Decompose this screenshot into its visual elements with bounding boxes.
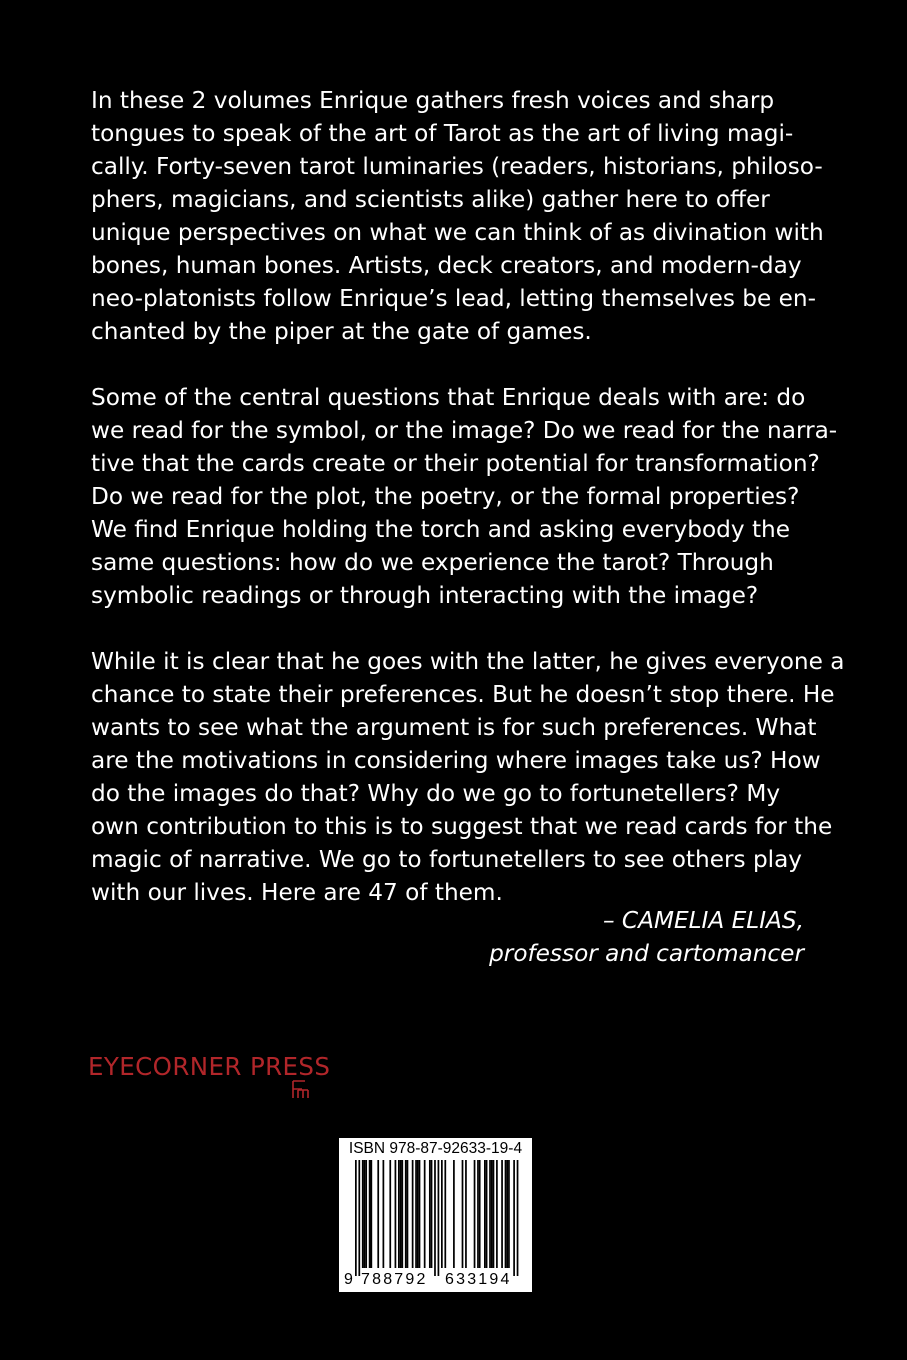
barcode-digits	[339, 1270, 532, 1290]
blurb-line: magic of narrative. We go to fortunetellers to see others play	[91, 846, 803, 873]
blurb-line: own contribution to this is to suggest that we read cards for the	[91, 813, 833, 840]
barcode-bar	[506, 1160, 508, 1268]
barcode-bar	[417, 1160, 419, 1268]
blurb-line: symbolic readings or through interacting with the image?	[91, 582, 759, 609]
barcode-bar	[362, 1160, 364, 1268]
blurb-line: In these 2 volumes Enrique gathers fresh voices and sharp	[91, 87, 775, 114]
barcode-bar	[405, 1160, 407, 1268]
blurb-line: phers, magicians, and scientists alike) gather here to offer	[91, 186, 770, 213]
barcode-bar	[501, 1160, 503, 1268]
back-cover-blurb	[91, 84, 845, 909]
barcode-bar	[441, 1160, 443, 1268]
blurb-line: unique perspectives on what we can think of as divination with	[91, 219, 824, 246]
blurb-line: same questions: how do we experience the tarot? Through	[91, 549, 774, 576]
barcode-bar	[429, 1160, 431, 1268]
barcode-bar	[401, 1160, 403, 1268]
barcode-bar	[407, 1160, 409, 1268]
barcode-bar	[491, 1160, 493, 1268]
blurb-paragraph-2	[91, 381, 838, 612]
barcode-bar	[365, 1160, 367, 1268]
barcode-bars	[339, 1138, 532, 1292]
barcode-bar	[493, 1160, 495, 1268]
blurb-line: neo-platonists follow Enrique’s lead, letting themselves be en-	[91, 285, 816, 312]
barcode-bar	[489, 1160, 491, 1268]
barcode-bar	[477, 1160, 479, 1268]
blurb-line: While it is clear that he goes with the latter, he gives everyone a	[91, 648, 845, 675]
barcode-bar	[444, 1160, 446, 1268]
blurb-line: we read for the symbol, or the image? Do we read for the narra-	[91, 417, 838, 444]
barcode-bar	[389, 1160, 391, 1268]
barcode-left-digits: 788792	[361, 1271, 428, 1288]
barcode-bar	[398, 1160, 400, 1268]
barcode-bar	[377, 1160, 379, 1268]
barcode-bar	[355, 1160, 357, 1276]
barcode-bar	[370, 1160, 372, 1268]
barcode-bar	[434, 1160, 436, 1276]
barcode-bar	[395, 1160, 397, 1268]
blurb-line: Do we read for the plot, the poetry, or the formal properties?	[91, 483, 800, 510]
barcode-bar	[486, 1160, 488, 1268]
attribution-role: professor and cartomancer	[489, 940, 804, 967]
blurb-paragraph-3	[91, 645, 845, 909]
barcode-first-digit: 9	[344, 1271, 353, 1288]
isbn-barcode	[339, 1138, 532, 1292]
barcode-bar	[513, 1160, 515, 1276]
barcode-bar	[358, 1160, 360, 1276]
blurb-line: bones, human bones. Artists, deck creators, and modern-day	[91, 252, 802, 279]
barcode-bar	[369, 1160, 371, 1268]
attribution	[489, 904, 804, 970]
barcode-bar	[431, 1160, 433, 1268]
blurb-line: chance to state their preferences. But he doesn’t stop there. He	[91, 681, 835, 708]
barcode-bar	[505, 1160, 507, 1268]
barcode-bar	[517, 1160, 519, 1276]
barcode-bar	[438, 1160, 440, 1276]
blurb-line: tive that the cards create or their potential for transformation?	[91, 450, 820, 477]
barcode-right-digits: 633194	[445, 1271, 512, 1288]
barcode-bar	[508, 1160, 510, 1268]
barcode-bar	[453, 1160, 455, 1268]
blurb-line: do the images do that? Why do we go to fortunetellers? My	[91, 780, 781, 807]
barcode-bar	[424, 1160, 426, 1268]
blurb-paragraph-1	[91, 84, 824, 348]
barcode-bar	[484, 1160, 486, 1268]
blurb-line: tongues to speak of the art of Tarot as the art of living magi-	[91, 120, 794, 147]
barcode-bar	[400, 1160, 402, 1268]
publisher-name: EYECORNER PRESS	[88, 1052, 331, 1081]
barcode-bar	[479, 1160, 481, 1268]
barcode-bar	[415, 1160, 417, 1268]
attribution-name: – CAMELIA ELIAS,	[602, 907, 804, 934]
publisher-logo	[88, 1052, 448, 1106]
barcode-bar	[419, 1160, 421, 1268]
barcode-bar	[465, 1160, 467, 1268]
blurb-line: cally. Forty-seven tarot luminaries (readers, historians, philoso-	[91, 153, 823, 180]
blurb-line: We find Enrique holding the torch and asking everybody the	[91, 516, 790, 543]
blurb-line: Some of the central questions that Enrique deals with are: do	[91, 384, 806, 411]
barcode-bar	[383, 1160, 385, 1268]
barcode-bar	[412, 1160, 414, 1268]
blurb-line: wants to see what the argument is for such preferences. What	[91, 714, 817, 741]
barcode-bar	[474, 1160, 476, 1268]
barcode-bar	[462, 1160, 464, 1268]
ep-monogram-icon	[291, 1078, 313, 1100]
blurb-line: chanted by the piper at the gate of games.	[91, 318, 592, 345]
barcode-bar	[496, 1160, 498, 1268]
blurb-line: with our lives. Here are 47 of them.	[91, 879, 503, 906]
barcode-bar	[364, 1160, 366, 1268]
isbn-label: ISBN 978-87-92633-19-4	[348, 1140, 523, 1157]
blurb-line: are the motivations in considering where images take us? How	[91, 747, 821, 774]
